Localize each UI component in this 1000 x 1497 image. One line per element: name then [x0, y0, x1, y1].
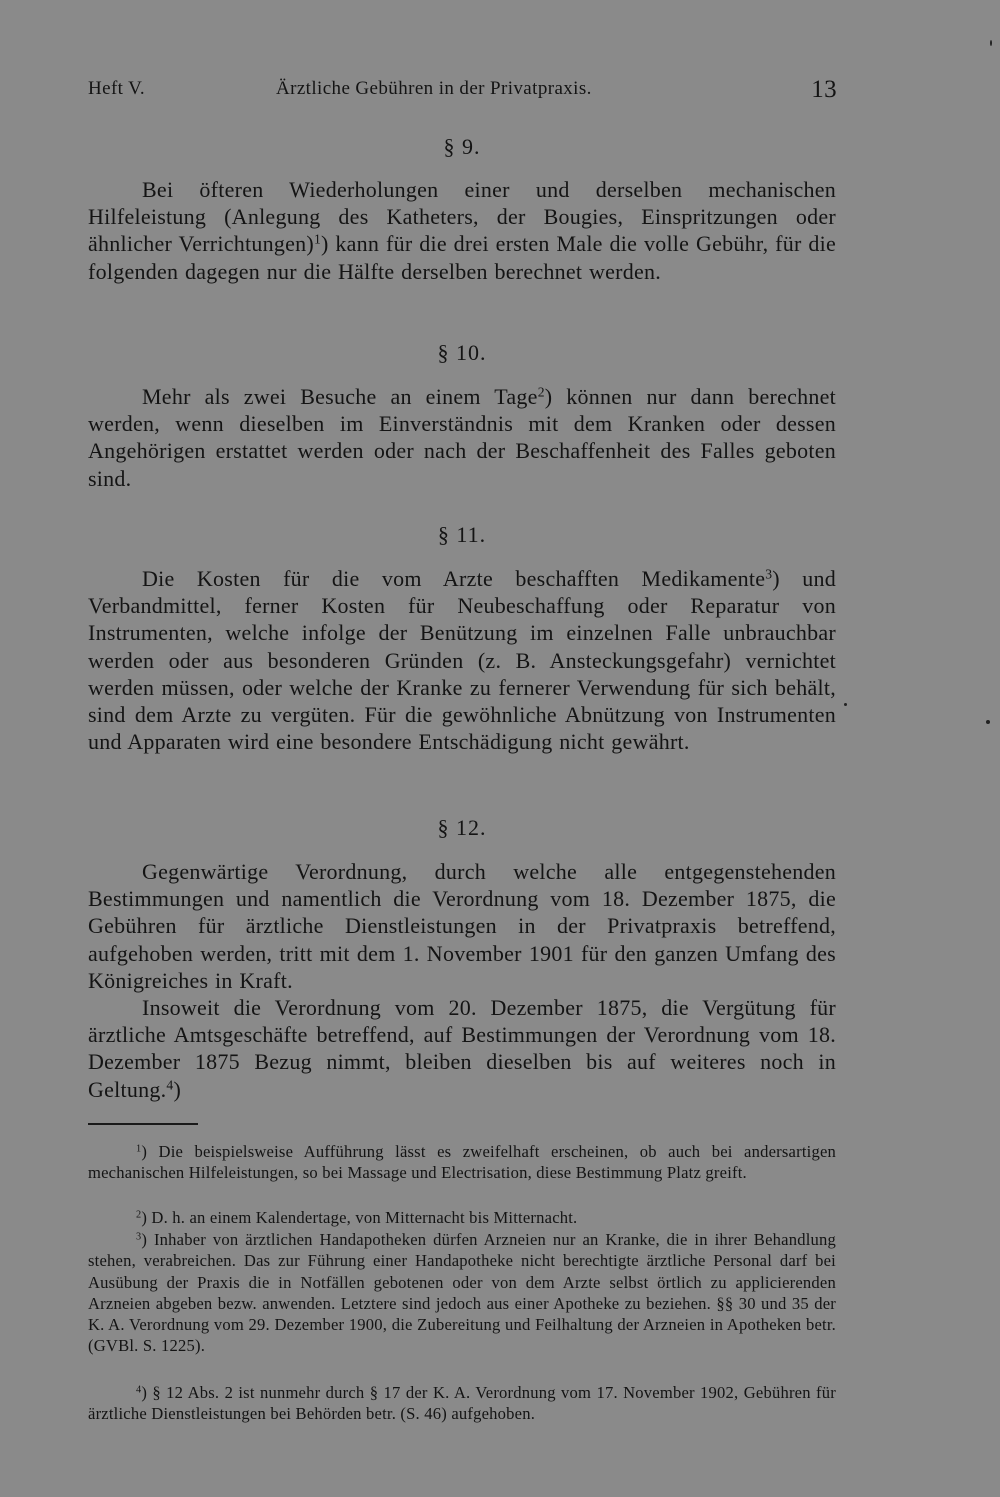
- running-header-title: Ärztliche Gebühren in der Privatpraxis.: [276, 78, 592, 99]
- running-header-left: Heft V.: [88, 78, 145, 99]
- section-heading-10: § 10.: [437, 340, 487, 365]
- section-12-paragraph-1: Gegenwärtige Verordnung, durch welche alle entgegenstehenden Bestimmungen und namentlich die Verordnung vom 18. Dezember 1875, die Gebühren für ärztliche Dienstleistungen in der Privatpraxis betreffend, aufgehoben werden, tritt mit dem 1. November 1901 für den ganzen Umfang des Königreiches in Kraft.: [88, 859, 836, 993]
- section-heading-12: § 12.: [437, 815, 487, 840]
- footnote-1: $^1$) Die beispielsweise Aufführung lässt es zweifelhaft erscheinen, ob auch bei andersartigen mechanischen Hilfeleistungen, so bei Massage und Electrisation, diese Bestimmung Platz greift.: [88, 1142, 836, 1183]
- footnote-separator: [88, 1123, 198, 1125]
- section-9-paragraph: Bei öfteren Wiederholungen einer und derselben mechanischen Hilfeleistung (Anlegung des Katheters, der Bougies, Einspritzungen oder ähnlicher Verrichtungen)$^1$) kann für die drei ersten Male die volle Gebühr, für die folgenden dagegen nur die Hälfte derselben berechnet werden.: [88, 177, 836, 284]
- section-heading-9: § 9.: [443, 134, 481, 159]
- scan-speck: [844, 703, 847, 706]
- footnote-3: $^3$) Inhaber von ärztlichen Handapotheken dürfen Arzneien nur an Kranke, die in ihrer Behandlung stehen, verabreichen. Das zur Führung einer Handapotheke nicht berechtigte ärztliche Personal darf bei Ausübung der Praxis die in Notfällen gebotenen oder von dem Arzte selbst örtlich zu applicierenden Arzneien abgeben bezw. anwenden. Letztere sind jedoch aus einer Apotheke zu beziehen. §§ 30 und 35 der K. A. Verordnung vom 29. Dezember 1900, die Zubereitung und Feilhaltung der Arzneien in Apotheken betr. (GVBl. S. 1225).: [88, 1230, 836, 1356]
- section-11-paragraph: Die Kosten für die vom Arzte beschafften Medikamente$^3$) und Verbandmittel, ferner Kosten für Neubeschaffung oder Reparatur von Instrumenten, welche infolge der Benützung im einzelnen Falle unbrauchbar werden oder aus besonderen Gründen (z. B. Ansteckungsgefahr) vernichtet werden müssen, oder welche der Kranke zu fernerer Verwendung für sich behält, sind dem Arzte zu vergüten. Für die gewöhnliche Abnützung von Instrumenten und Apparaten wird eine besondere Entschädigung nicht gewährt.: [88, 566, 837, 755]
- footnote-4: $^4$) § 12 Abs. 2 ist nunmehr durch § 17 der K. A. Verordnung vom 17. November 1902, Gebühren für ärztliche Dienstleistungen bei Behörden betr. (S. 46) aufgehoben.: [88, 1383, 836, 1424]
- scan-speck: [986, 720, 990, 724]
- section-heading-11: § 11.: [437, 522, 487, 547]
- page-number: 13: [811, 76, 837, 103]
- section-12-paragraph-2: Insoweit die Verordnung vom 20. Dezember 1875, die Vergütung für ärztliche Amtsgeschäfte betreffend, auf Bestimmungen der Verordnung vom 18. Dezember 1875 Bezug nimmt, bleiben dieselben bis auf weiteres noch in Geltung.$^4$): [88, 995, 836, 1102]
- scan-speck: [990, 40, 992, 46]
- section-10-paragraph: Mehr als zwei Besuche an einem Tage$^2$) können nur dann berechnet werden, wenn dieselben im Einverständnis mit dem Kranken oder dessen Angehörigen erstattet werden oder nach der Beschaffenheit des Falles geboten sind.: [88, 384, 836, 491]
- footnote-2: $^2$) D. h. an einem Kalendertage, von Mitternacht bis Mitternacht.: [136, 1208, 578, 1227]
